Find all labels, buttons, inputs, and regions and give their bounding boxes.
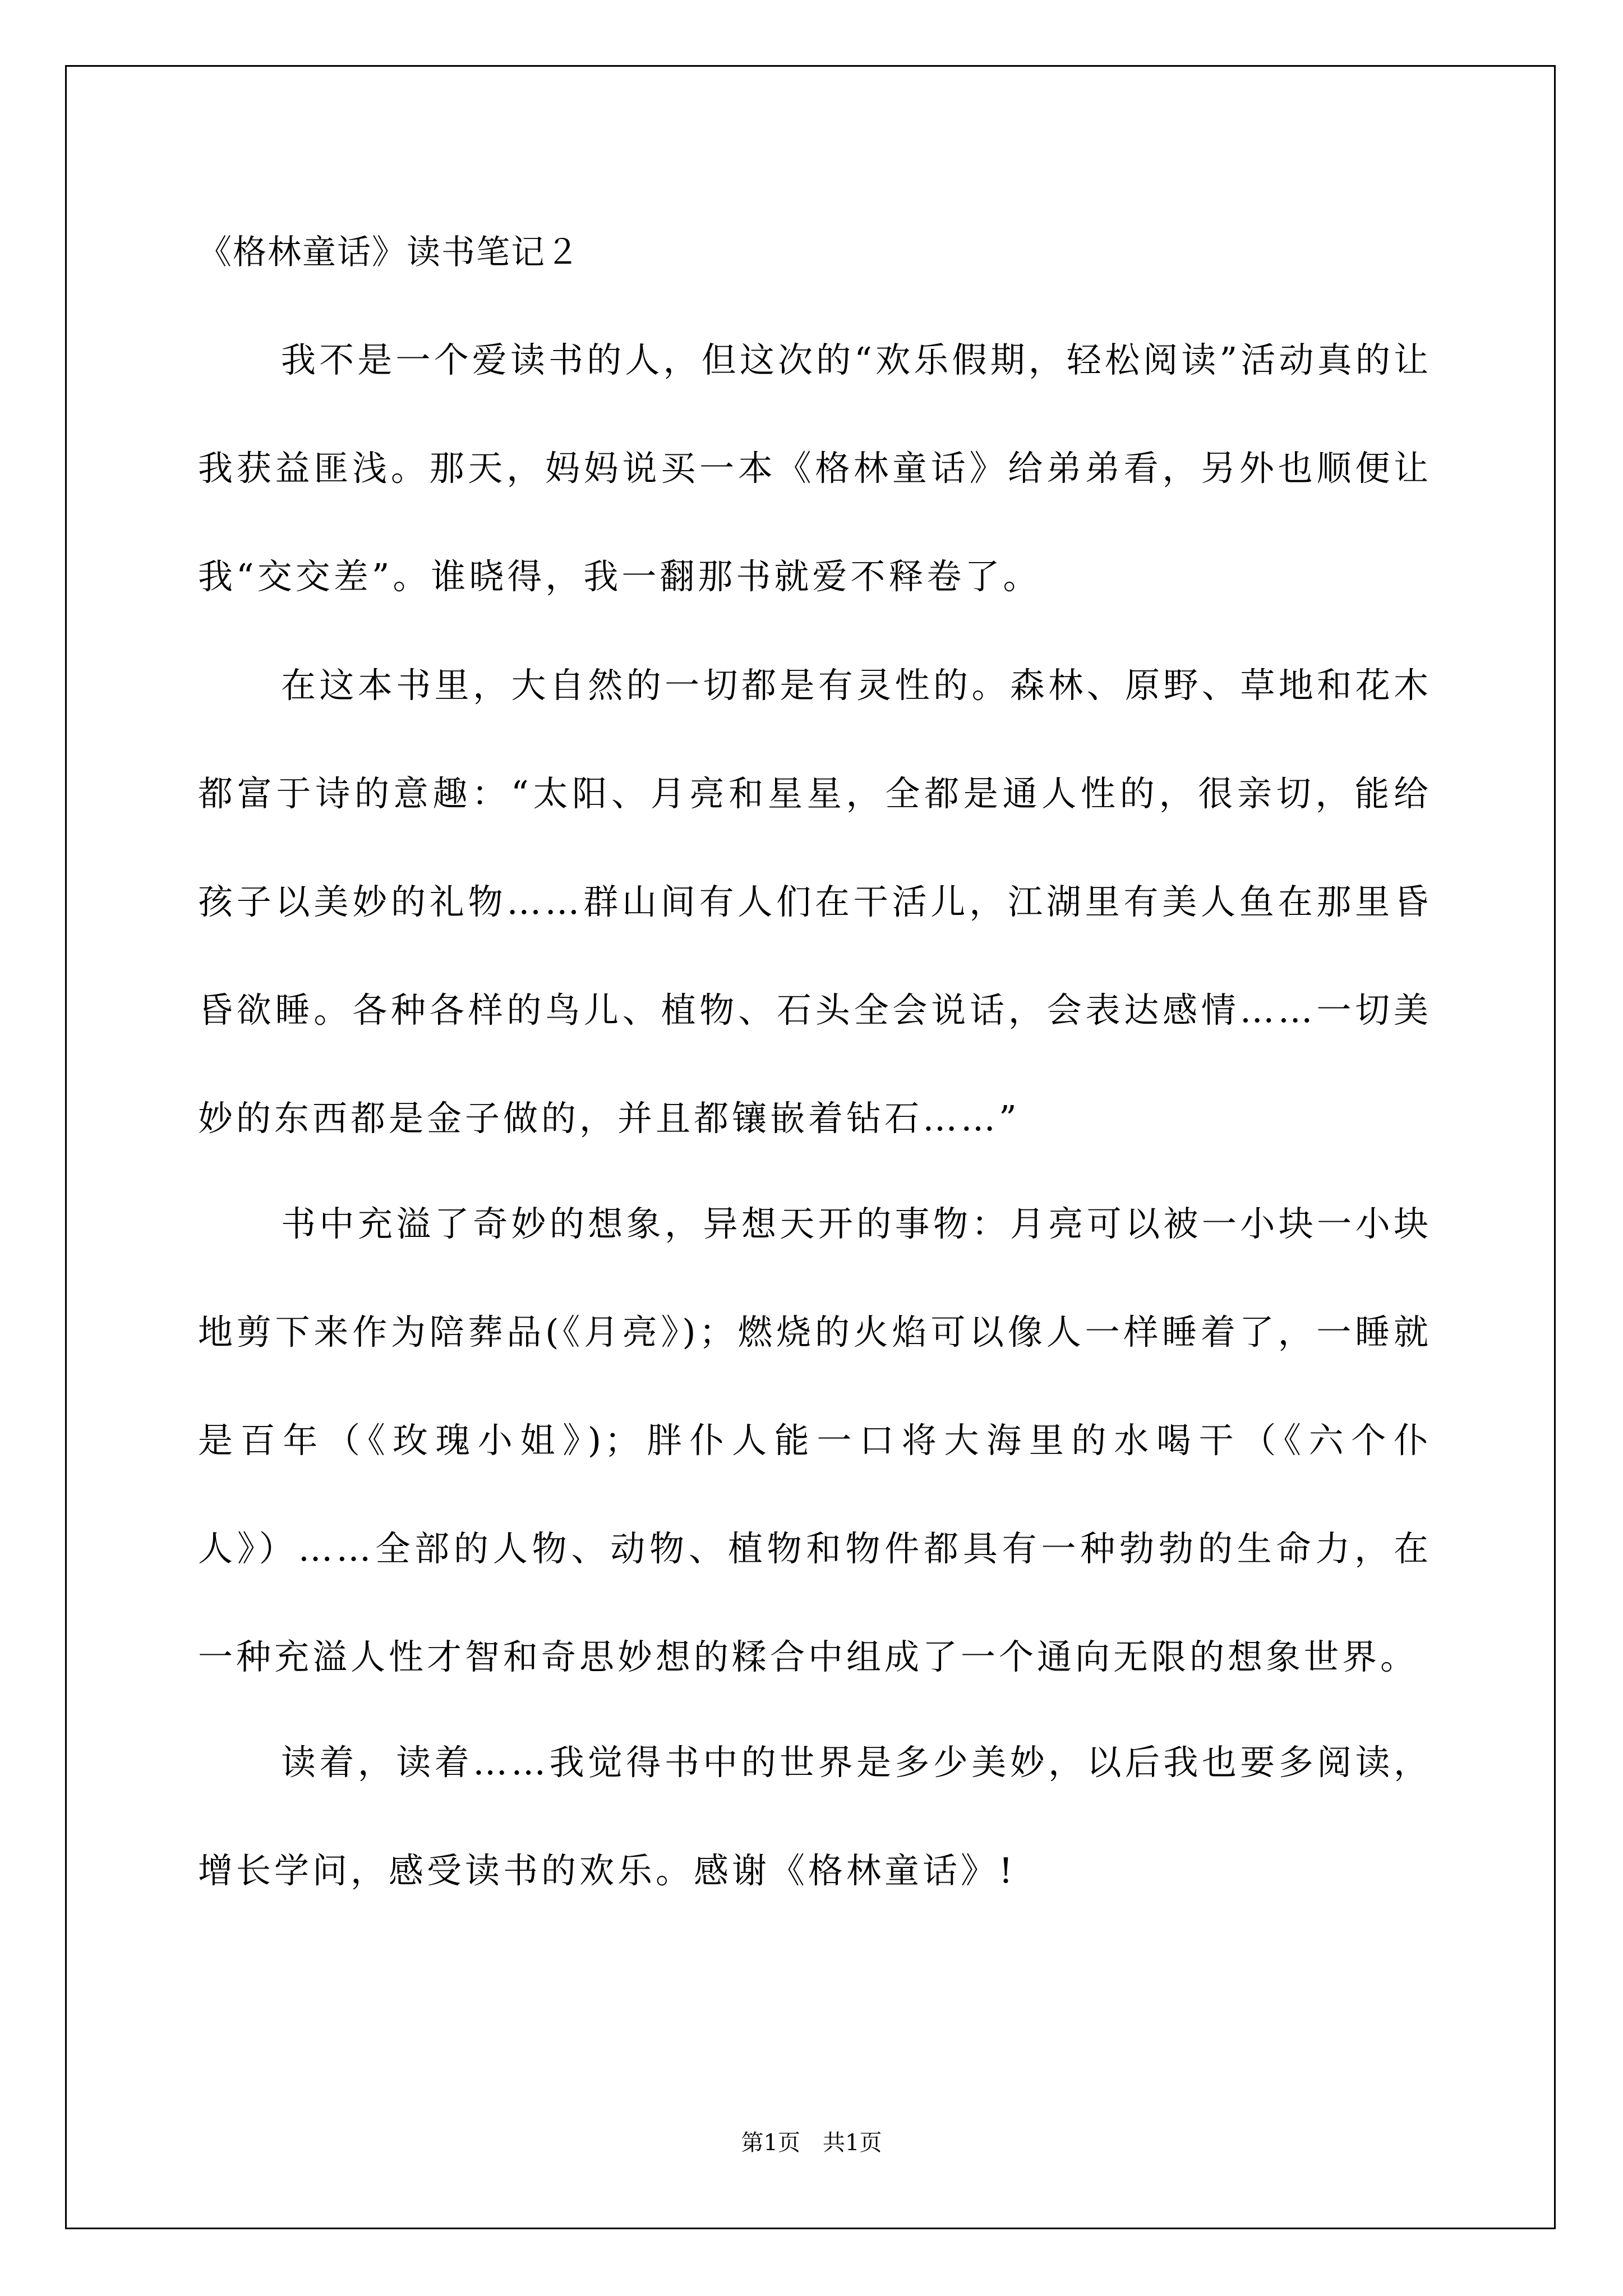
document-title: 《格林童话》读书笔记２	[198, 233, 580, 272]
page-footer: 第1页 共1页	[741, 2130, 882, 2156]
paragraph-2: 在这本书里，大自然的一切都是有灵性的。森林、原野、草地和花木都富于诗的意趣：“太阳、月亮和星星，全都是通人性的，很亲切，能给孩子以美妙的礼物……群山间有人们在干活儿，江湖里有美人鱼在那里昏昏欲睡。各种各样的鸟儿、植物、石头全会说话，会表达感情……一切美妙的东西都是金子做的，并且都镶嵌着钻石……”	[198, 665, 1432, 1139]
paragraph-3: 书中充溢了奇妙的想象，异想天开的事物：月亮可以被一小块一小块地剪下来作为陪葬品(《月亮》)；燃烧的火焰可以像人一样睡着了，一睡就是百年（《玫瑰小姐》)；胖仆人能一口将大海里的水喝干（《六个仆人》）……全部的人物、动物、植物和物件都具有一种勃勃的生命力，在一种充溢人性才智和奇思妙想的糅合中组成了一个通向无限的想象世界。	[198, 1203, 1432, 1677]
paragraph-4: 读着，读着……我觉得书中的世界是多少美妙，以后我也要多阅读，增长学问，感受读书的欢乐。感谢《格林童话》!	[198, 1742, 1432, 1891]
paragraph-1: 我不是一个爱读书的人，但这次的“欢乐假期，轻松阅读”活动真的让我获益匪浅。那天，妈妈说买一本《格林童话》给弟弟看，另外也顺便让我“交交差”。谁晓得，我一翻那书就爱不释卷了。	[198, 339, 1432, 597]
